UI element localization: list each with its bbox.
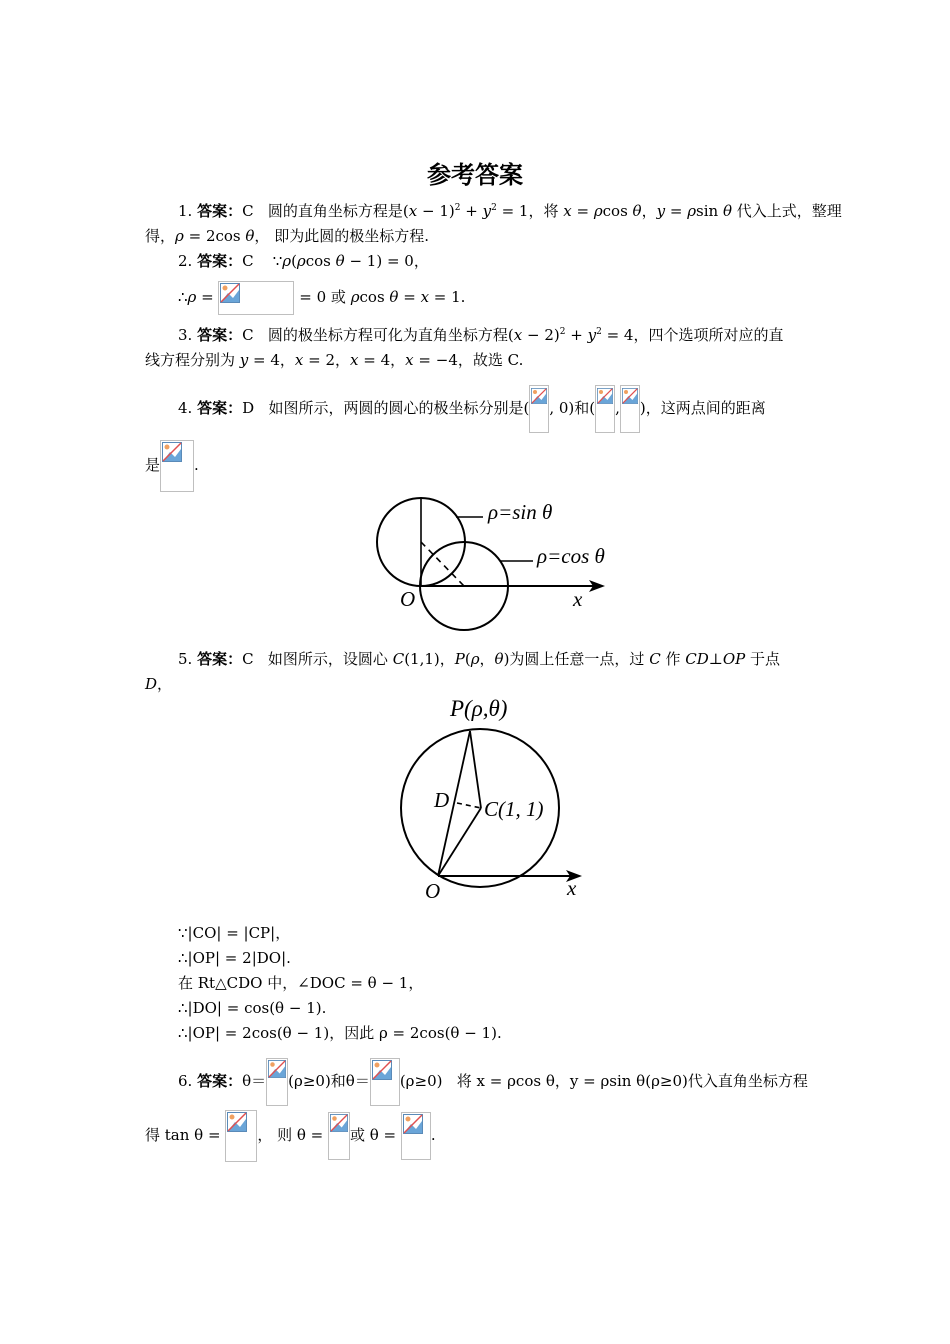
q5-line2: D， xyxy=(145,675,173,693)
circle-pcd-figure xyxy=(390,690,600,905)
formula-image-placeholder-icon xyxy=(266,1058,288,1106)
label-rho-sin: ρ=sin θ xyxy=(488,500,553,524)
label-rho-cos: ρ=cos θ xyxy=(537,544,605,568)
q5-line1: 5. 答案：C 如图所示，设圆心 C(1,1)，P(ρ，θ)为圆上任意一点，过 C 作 CD⊥OP 于点 xyxy=(178,650,781,668)
page-title: 参考答案 xyxy=(427,161,523,189)
q3-line2: 线方程分别为 y = 4，x = 2，x = 4，x = −4，故选 C. xyxy=(145,351,524,369)
q5-step5: ∴|OP| = 2cos(θ − 1)，因此 ρ = 2cos(θ − 1). xyxy=(178,1024,502,1042)
formula-image-placeholder-icon xyxy=(160,440,194,492)
formula-image-placeholder-icon xyxy=(225,1110,257,1162)
q1-answer-label: 答案： xyxy=(197,202,243,220)
label-point-d: D xyxy=(434,788,450,812)
q2-line2: ∴ρ = = 0 或 ρcos θ = x = 1. xyxy=(178,281,465,315)
label-x-axis: x xyxy=(567,876,577,900)
q1-line1: 1. 答案：C 圆的直角坐标方程是$(x - 1)^2 + y^2 = 1$，将 x = ρcos θ，y = ρsin θ 代入上式，整理 xyxy=(178,202,842,220)
formula-image-placeholder-icon xyxy=(595,385,615,433)
label-origin: O xyxy=(425,879,441,903)
segment-cd-dashed xyxy=(457,803,481,808)
q5-step3: 在 Rt△CDO 中，∠DOC = θ − 1， xyxy=(178,974,424,992)
label-point-p: P(ρ,θ) xyxy=(450,696,508,721)
label-origin: O xyxy=(400,587,416,611)
q4-line2: 是 . xyxy=(145,440,199,492)
q6-line2: 得 tan θ = ， 则 θ = 或 θ = . xyxy=(145,1110,436,1162)
q4-line1: 4. 答案：D 如图所示，两圆的圆心的极坐标分别是( , 0)和( , )，这两点间的距离 xyxy=(178,385,766,433)
two-circles-figure xyxy=(365,490,625,635)
formula-image-placeholder-icon xyxy=(529,385,549,433)
segment-oc xyxy=(438,808,481,876)
q5-step1: ∵|CO| = |CP|， xyxy=(178,924,291,942)
formula-image-placeholder-icon xyxy=(370,1058,400,1106)
formula-image-placeholder-icon xyxy=(620,385,640,433)
formula-image-placeholder-icon xyxy=(401,1112,431,1160)
segment-pc xyxy=(470,731,481,808)
label-x-axis: x xyxy=(573,587,583,611)
q6-line1: 6. 答案：θ＝ (ρ≥0)和θ＝ (ρ≥0) 将 x = ρcos θ，y = ρsin θ(ρ≥0)代入直角坐标方程 xyxy=(178,1058,808,1106)
formula-image-placeholder-icon xyxy=(218,281,294,315)
q1-answer: C xyxy=(242,202,254,220)
q5-step4: ∴|DO| = cos(θ − 1). xyxy=(178,999,327,1017)
q2-line1: 2. 答案：C ∵ρ(ρcos θ − 1) = 0， xyxy=(178,252,429,270)
q1-line2: 得，ρ = 2cos θ， 即为此圆的极坐标方程. xyxy=(145,227,429,245)
q3-line1: 3. 答案：C 圆的极坐标方程可化为直角坐标方程$(x - 2)^2 + y^2 = 4$，四个选项所对应的直 xyxy=(178,326,784,344)
formula-image-placeholder-icon xyxy=(328,1112,350,1160)
label-point-c: C(1, 1) xyxy=(484,797,544,821)
q5-step2: ∴|OP| = 2|DO|. xyxy=(178,949,291,967)
